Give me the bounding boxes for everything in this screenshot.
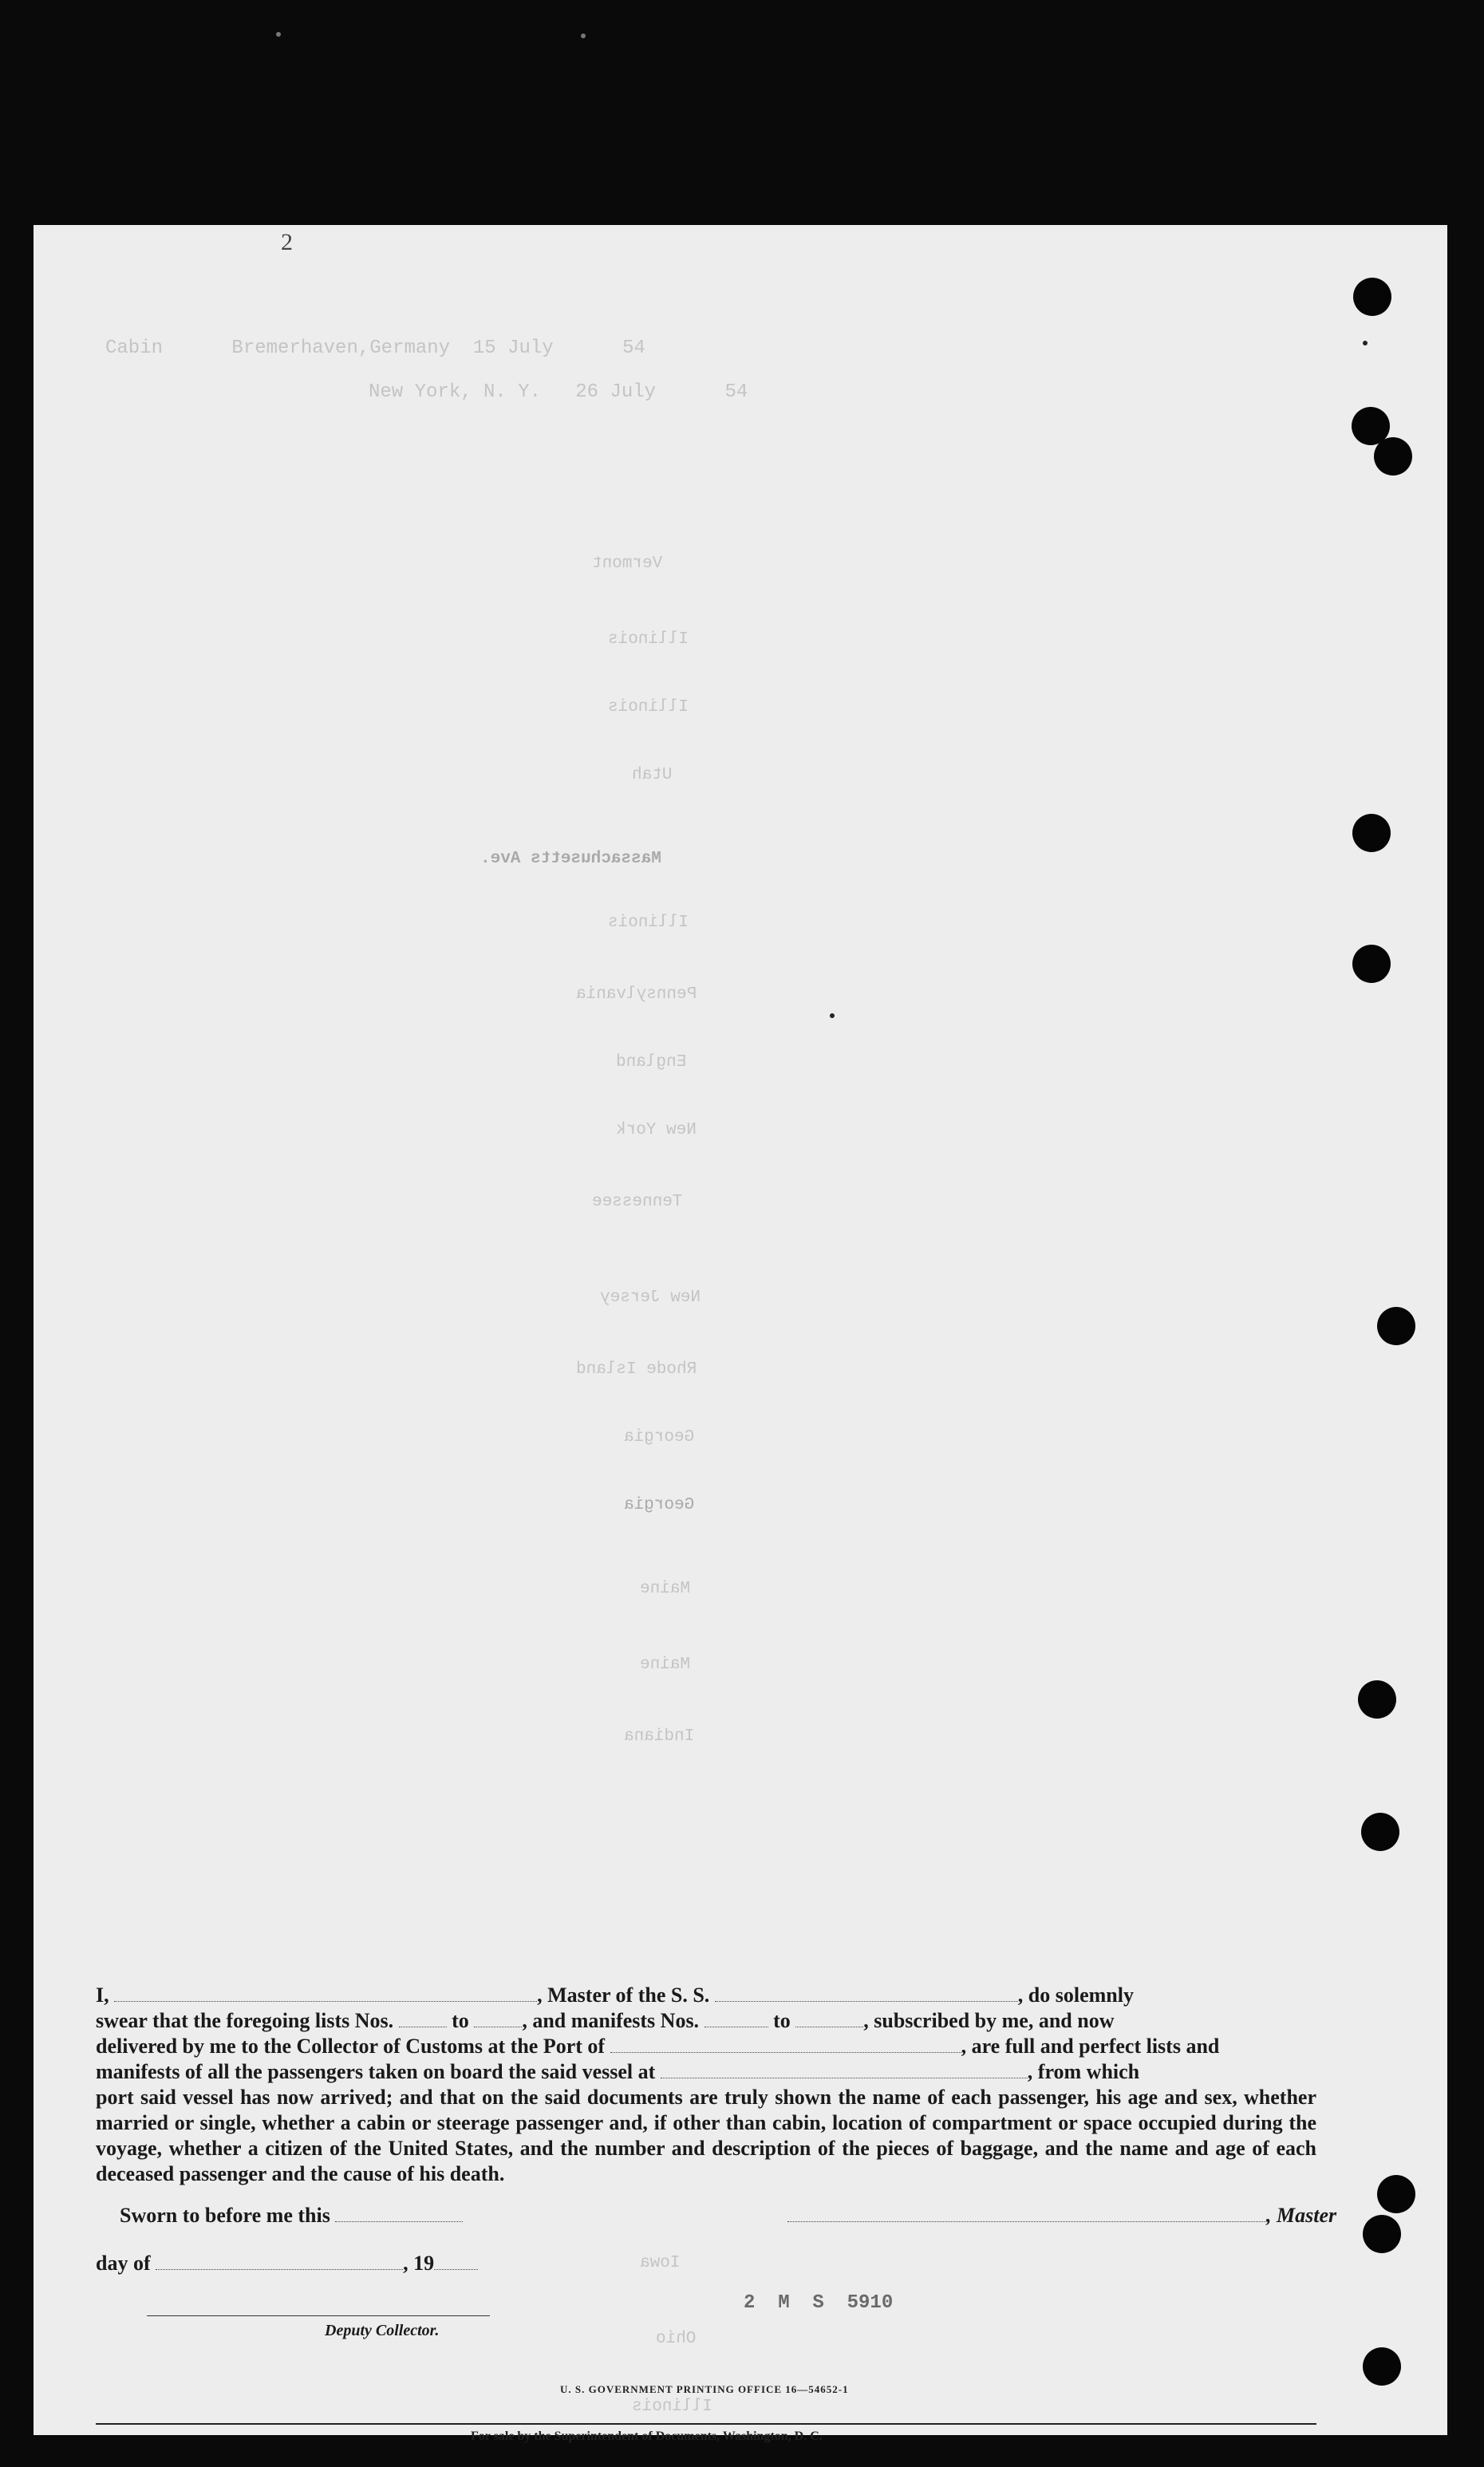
ghost-line: Vermont	[592, 555, 663, 573]
punch-hole	[1361, 1813, 1399, 1851]
embark-port-blank[interactable]	[661, 2063, 1028, 2078]
oath-delivered: delivered by me to the Collector of Customs at the Port of	[96, 2035, 606, 2058]
punch-hole	[1377, 1307, 1415, 1345]
manifest-from-blank[interactable]	[705, 2012, 768, 2027]
day-of-line	[96, 2252, 478, 2276]
ghost-line: Georgia	[624, 1496, 695, 1514]
punch-hole	[1363, 2215, 1401, 2253]
printer-line: U. S. GOVERNMENT PRINTING OFFICE 16—54652-1	[560, 2383, 849, 2395]
ghost-line: Illinois	[608, 914, 689, 932]
punch-hole	[1363, 2347, 1401, 2386]
ghost-line: Massachusetts Ave.	[480, 850, 661, 868]
oath-subscribed: , subscribed by me, and now	[863, 2009, 1115, 2032]
ghost-line: Ohio	[656, 2330, 697, 2348]
list-from-blank[interactable]	[399, 2012, 447, 2027]
ghost-line: Illinois	[632, 2398, 712, 2416]
deputy-signature-line	[147, 2315, 490, 2316]
day-of-text: day of	[96, 2252, 151, 2275]
oath-to: to	[452, 2009, 469, 2032]
ghost-header-line2: New York, N. Y. 26 July 54	[369, 381, 748, 403]
sworn-day-blank[interactable]	[335, 2207, 463, 2222]
dust-speck	[276, 32, 281, 37]
ghost-row-entry: 2 M S 5910	[744, 2292, 894, 2314]
punch-hole	[1352, 945, 1391, 983]
ghost-line: Iowa	[640, 2254, 681, 2272]
punch-hole	[1353, 278, 1391, 316]
ghost-line: Maine	[640, 1656, 691, 1674]
ghost-line: Utah	[632, 766, 673, 784]
oath-do-solemnly: , do solemnly	[1017, 1983, 1134, 2007]
port-blank[interactable]	[610, 2038, 961, 2053]
oath-paragraph	[96, 1983, 1316, 2187]
year-prefix: , 19	[403, 2252, 435, 2275]
ghost-line: Illinois	[608, 630, 689, 649]
ghost-line: Georgia	[624, 1428, 695, 1447]
ghost-line: Pennsylvania	[576, 985, 697, 1004]
footer-rule	[96, 2423, 1316, 2425]
manifest-page	[34, 225, 1447, 2435]
ghost-line: Indiana	[624, 1727, 695, 1746]
oath-to-2: to	[773, 2009, 791, 2032]
oath-manifests: , and manifests Nos.	[522, 2009, 700, 2032]
dust-speck	[1363, 341, 1368, 345]
ship-name-blank[interactable]	[715, 1987, 1018, 2002]
ghost-line: Maine	[640, 1580, 691, 1598]
manifest-to-blank[interactable]	[795, 2012, 863, 2027]
ghost-line: Rhode Island	[576, 1360, 697, 1379]
page-number: 2	[281, 229, 293, 255]
punch-hole	[1377, 2175, 1415, 2213]
ghost-line: Illinois	[608, 698, 689, 716]
oath-full-perfect: , are full and perfect lists and	[961, 2035, 1220, 2058]
punch-hole	[1358, 1680, 1396, 1719]
oath-rest: port said vessel has now arrived; and that on the said documents are truly shown the name of each passenger, his age and sex, whether married or single, whether a cabin or steerage passenger and, if other than cabin, location of compartment or space occupied during the voyage, whether a citizen of the United States, and the number and description of the pieces of baggage, and the name and age of each deceased passenger and the cause of his death.	[96, 2086, 1316, 2185]
ghost-line: Tennessee	[592, 1193, 683, 1211]
deputy-collector-label: Deputy Collector.	[325, 2322, 440, 2339]
ghost-line: England	[616, 1053, 687, 1072]
master-name-blank[interactable]	[114, 1987, 537, 2002]
dust-speck	[830, 1013, 835, 1018]
ghost-line: New Jersey	[600, 1289, 701, 1307]
oath-swear: swear that the foregoing lists Nos.	[96, 2009, 394, 2032]
footer-note: For sale by the Superintendent of Documents, Washington, D. C.	[471, 2430, 823, 2443]
oath-i: I,	[96, 1983, 109, 2007]
oath-manifests-of: manifests of all the passengers taken on board the said vessel at	[96, 2060, 656, 2083]
master-label: , Master	[1266, 2204, 1337, 2227]
master-signature-blank[interactable]	[787, 2207, 1266, 2222]
punch-hole	[1374, 437, 1412, 476]
list-to-blank[interactable]	[474, 2012, 522, 2027]
oath-from-which: , from which	[1027, 2060, 1140, 2083]
punch-hole	[1352, 814, 1391, 852]
ghost-line: New York	[616, 1121, 697, 1139]
month-blank[interactable]	[156, 2255, 403, 2270]
ghost-header-line1: Cabin Bremerhaven,Germany 15 July 54	[105, 337, 645, 359]
dust-speck	[581, 34, 586, 38]
sworn-label	[120, 2204, 463, 2228]
oath-master-of: , Master of the S. S.	[537, 1983, 710, 2007]
year-blank[interactable]	[434, 2255, 478, 2270]
master-signature	[787, 2204, 1336, 2228]
sworn-text: Sworn to before me this	[120, 2204, 330, 2227]
